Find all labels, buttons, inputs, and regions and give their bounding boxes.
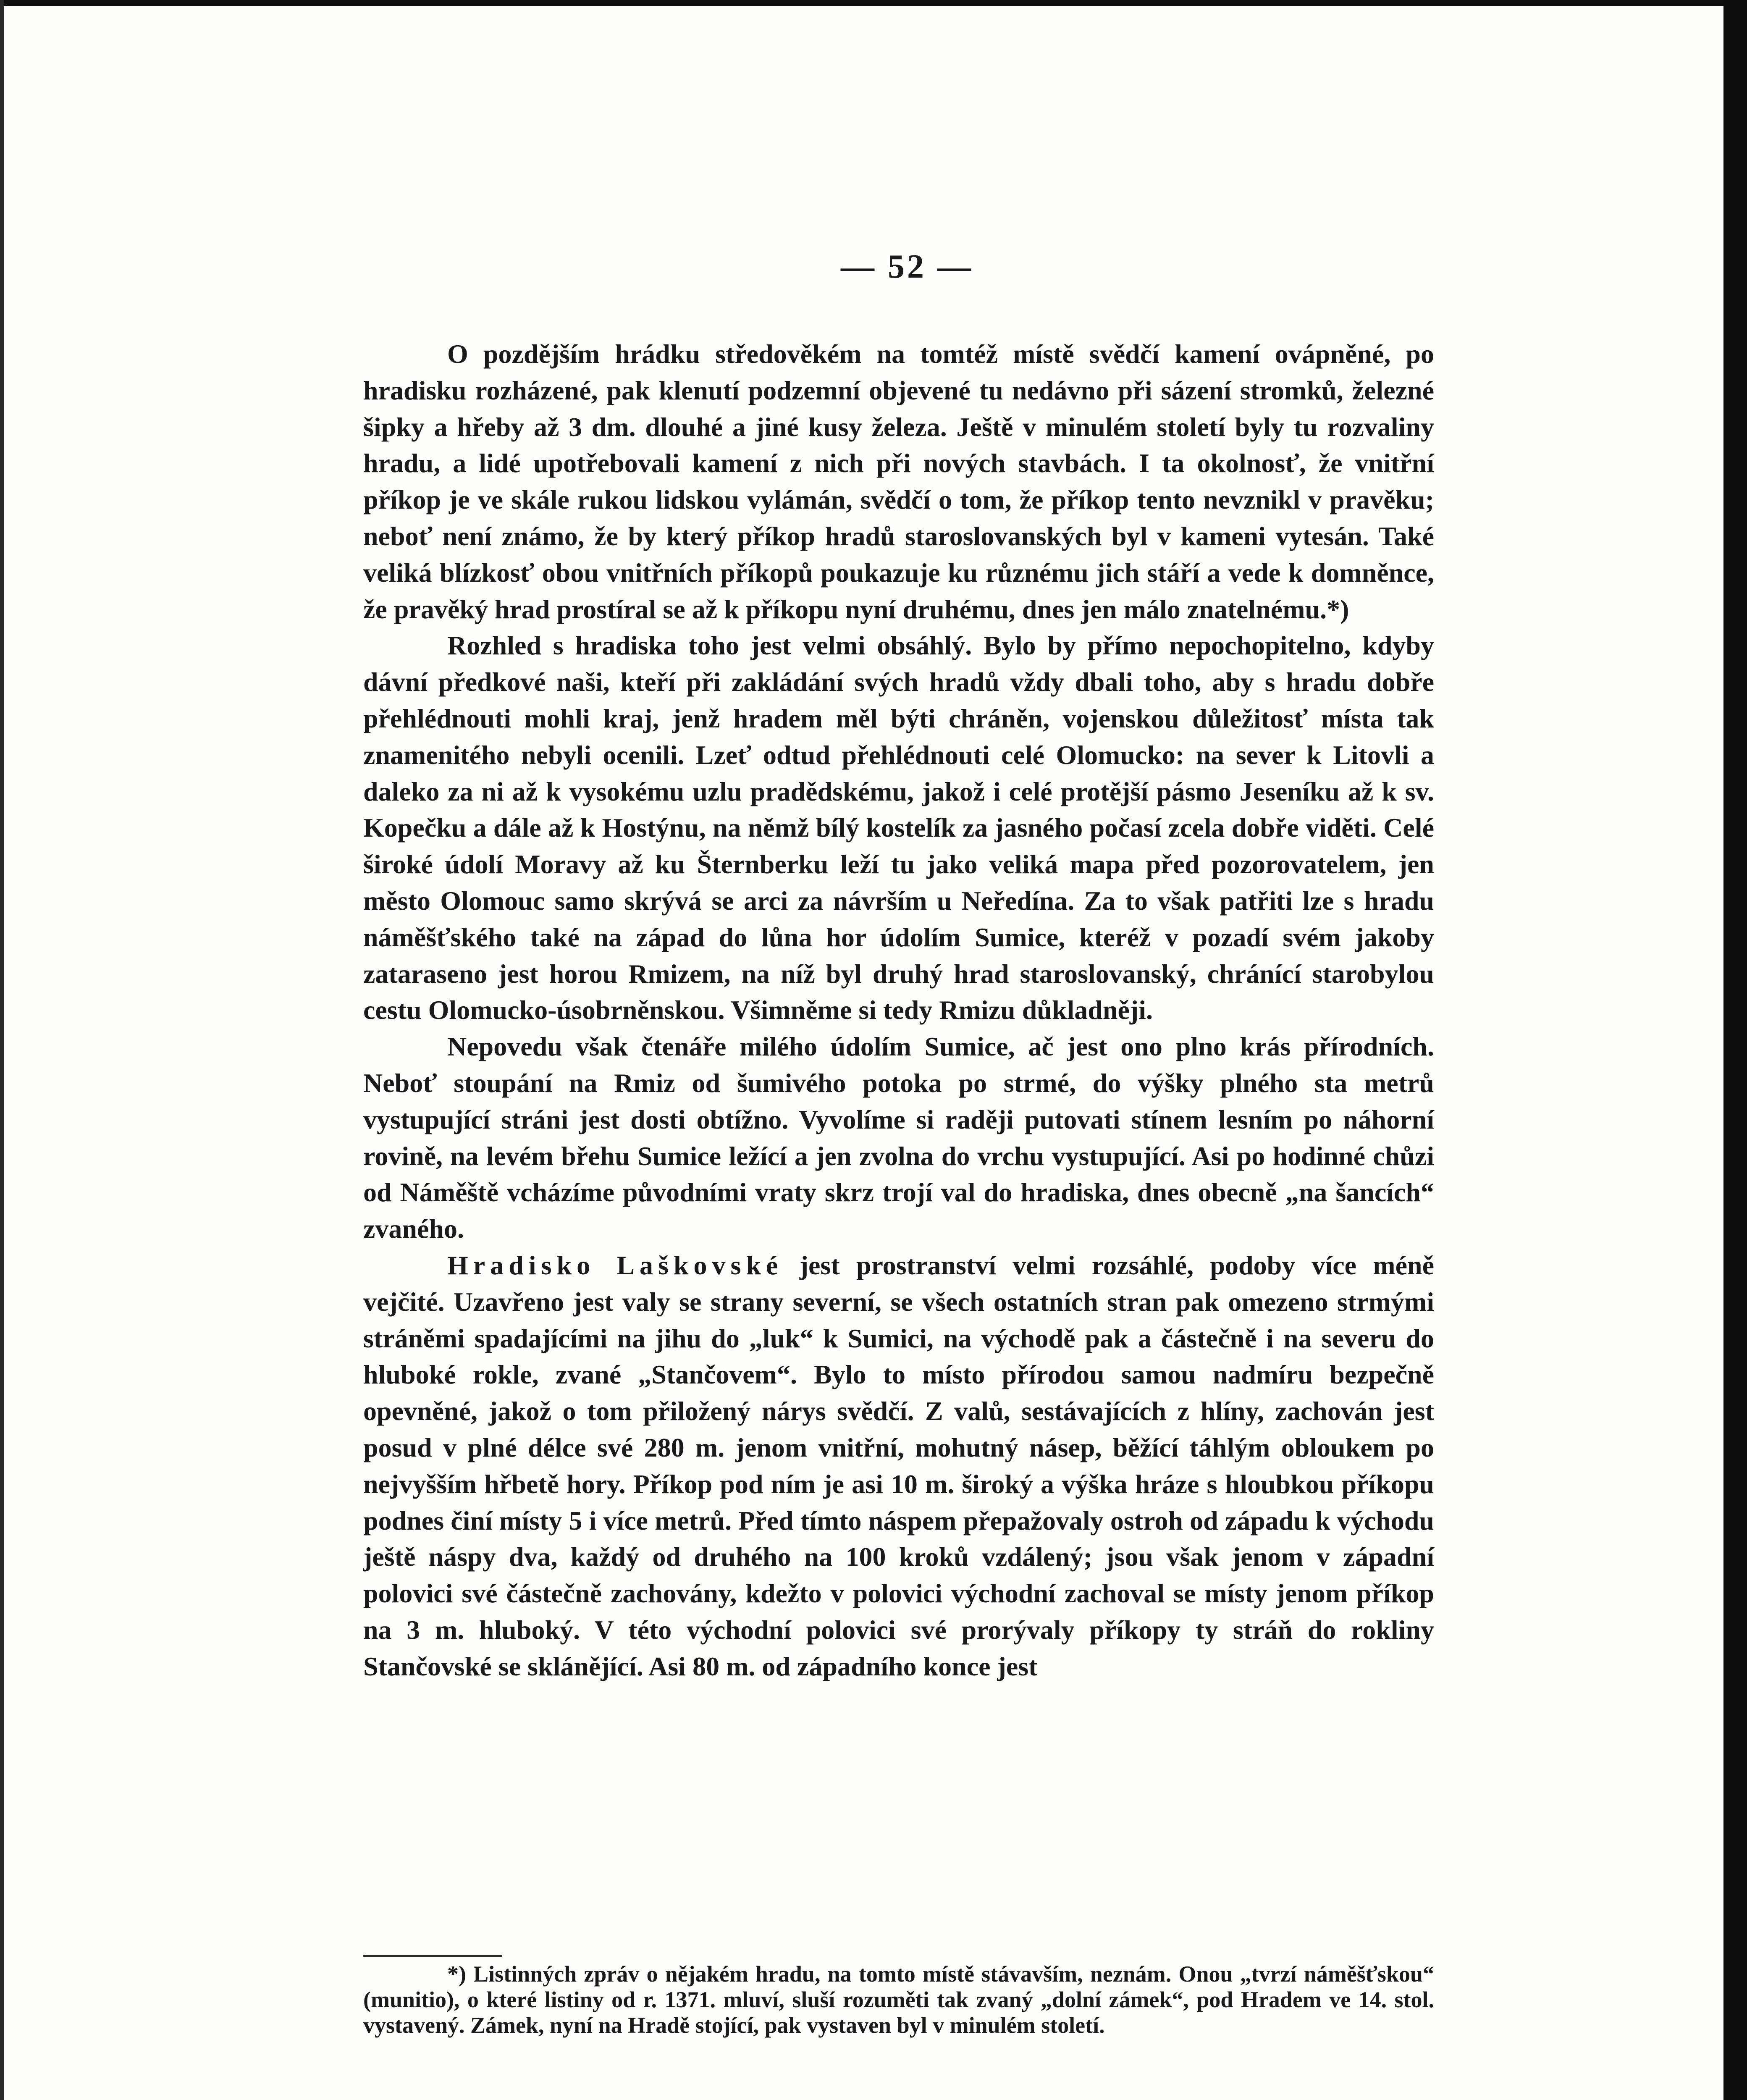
footnote <box>363 1961 1434 2038</box>
scan-edge-top <box>0 0 1747 6</box>
footnote-divider <box>363 1955 502 1957</box>
page-number: — 52 — <box>841 248 973 285</box>
footnote-text: *) Listinných zpráv o nějakém hradu, na tomto místě stávavším, neznám. Onou „tvrzí náměšťskou“ (munitio), o které listiny od r. 1371. mluví, sluší rozuměti tak zvaný „dolní zámek“, pod Hradem ve 14. stol. vystavený. Zámek, nyní na Hradě stojící, pak vystaven byl v minulém století. <box>363 1961 1434 2038</box>
paragraph-4 <box>363 1247 1434 1685</box>
paragraph-3: Nepovedu však čtenáře milého údolím Sumice, ač jest ono plno krás přírodních. Neboť stoupání na Rmiz od šumivého potoka po strmé, do výšky plného sta metrů vystupující stráni jest dosti obtížno. Vyvolíme si raději putovati stínem lesním po náhorní rovině, na levém břehu Sumice ležící a jen zvolna do vrchu vystupující. Asi po hodinné chůzi od Náměště vcházíme původními vraty skrz trojí val do hradiska, dnes obecně „na šancích“ zvaného. <box>363 1032 1434 1244</box>
paragraph-2: Rozhled s hradiska toho jest velmi obsáhlý. Bylo by přímo nepochopitelno, kdyby dávní předkové naši, kteří při zakládání svých hradů vždy dbali toho, aby s hradu dobře přehlédnouti mohli kraj, jenž hradem měl býti chráněn, vojenskou důležitosť místa tak znamenitého nebyli ocenili. Lzeť odtud přehlédnouti celé Olomucko: na sever k Litovli a daleko za ni až k vysokému uzlu pradědskému, jakož i celé protější pásmo Jeseníku až k sv. Kopečku a dále až k Hostýnu, na němž bílý kostelík za jasného počasí zcela dobře viděti. Celé široké údolí Moravy až ku Šternberku leží tu jako veliká mapa před pozorovatelem, jen město Olomouc samo skrývá se arci za návrším u Neředína. Za to však patřiti lze s hradu náměšťského také na západ do lůna hor údolím Sumice, kteréž v pozadí svém jakoby zataraseno jest horou Rmizem, na níž byl druhý hrad staroslovanský, chránící starobylou cestu Olomucko-úsobrněnskou. Všimněme si tedy Rmizu důkladněji. <box>363 630 1434 1025</box>
paragraph-4-lead: Hradisko Laškovské <box>447 1250 783 1280</box>
body-text <box>363 336 1434 1685</box>
scan-edge-right <box>1723 0 1747 2100</box>
paragraph-4-rest: jest prostranství velmi rozsáhlé, podoby více méně vejčité. Uzavřeno jest valy se strany severní, se všech ostatních stran pak omezeno strmými stráněmi spadajícími na jihu do „luk“ k Sumici, na východě pak a částečně i na severu do hluboké rokle, zvané „Stančovem“. Bylo to místo přírodou samou nadmíru bezpečně opevněné, jakož o tom přiložený nárys svědčí. Z valů, sestávajících z hlíny, zachován jest posud v plné délce své 280 m. jenom vnitřní, mohutný násep, běžící táhlým obloukem po nejvyšším hřbetě hory. Příkop pod ním je asi 10 m. široký a výška hráze s hloubkou příkopu podnes činí místy 5 i více metrů. Před tímto náspem přepažovaly ostroh od západu k východu ještě náspy dva, každý od druhého na 100 kroků vzdálený; jsou však jenom v západní polovici své částečně zachovány, kdežto v polovici východní zachoval se místy jenom příkop na 3 m. hluboký. V této východní polovici své prorývaly příkopy ty stráň do rokliny Stančovské se sklánějící. Asi 80 m. od západního konce jest <box>363 1250 1434 1681</box>
scan-edge-left <box>0 0 4 2100</box>
paragraph-1: O pozdějším hrádku středověkém na tomtéž místě svědčí kamení ovápněné, po hradisku rozházené, pak klenutí podzemní objevené tu nedávno při sázení stromků, železné šipky a hřeby až 3 dm. dlouhé a jiné kusy železa. Ještě v minulém století byly tu rozvaliny hradu, a lidé upotřebovali kamení z nich při nových stavbách. I ta okolnosť, že vnitřní příkop je ve skále rukou lidskou vylámán, svědčí o tom, že příkop tento nevznikl v pravěku; neboť není známo, že by který příkop hradů staroslovanských byl v kameni vytesán. Také veliká blízkosť obou vnitřních příkopů poukazuje ku různému jich stáří a vede k domněnce, že pravěký hrad prostíral se až k příkopu nyní druhému, dnes jen málo znatelnému.*) <box>363 339 1434 624</box>
